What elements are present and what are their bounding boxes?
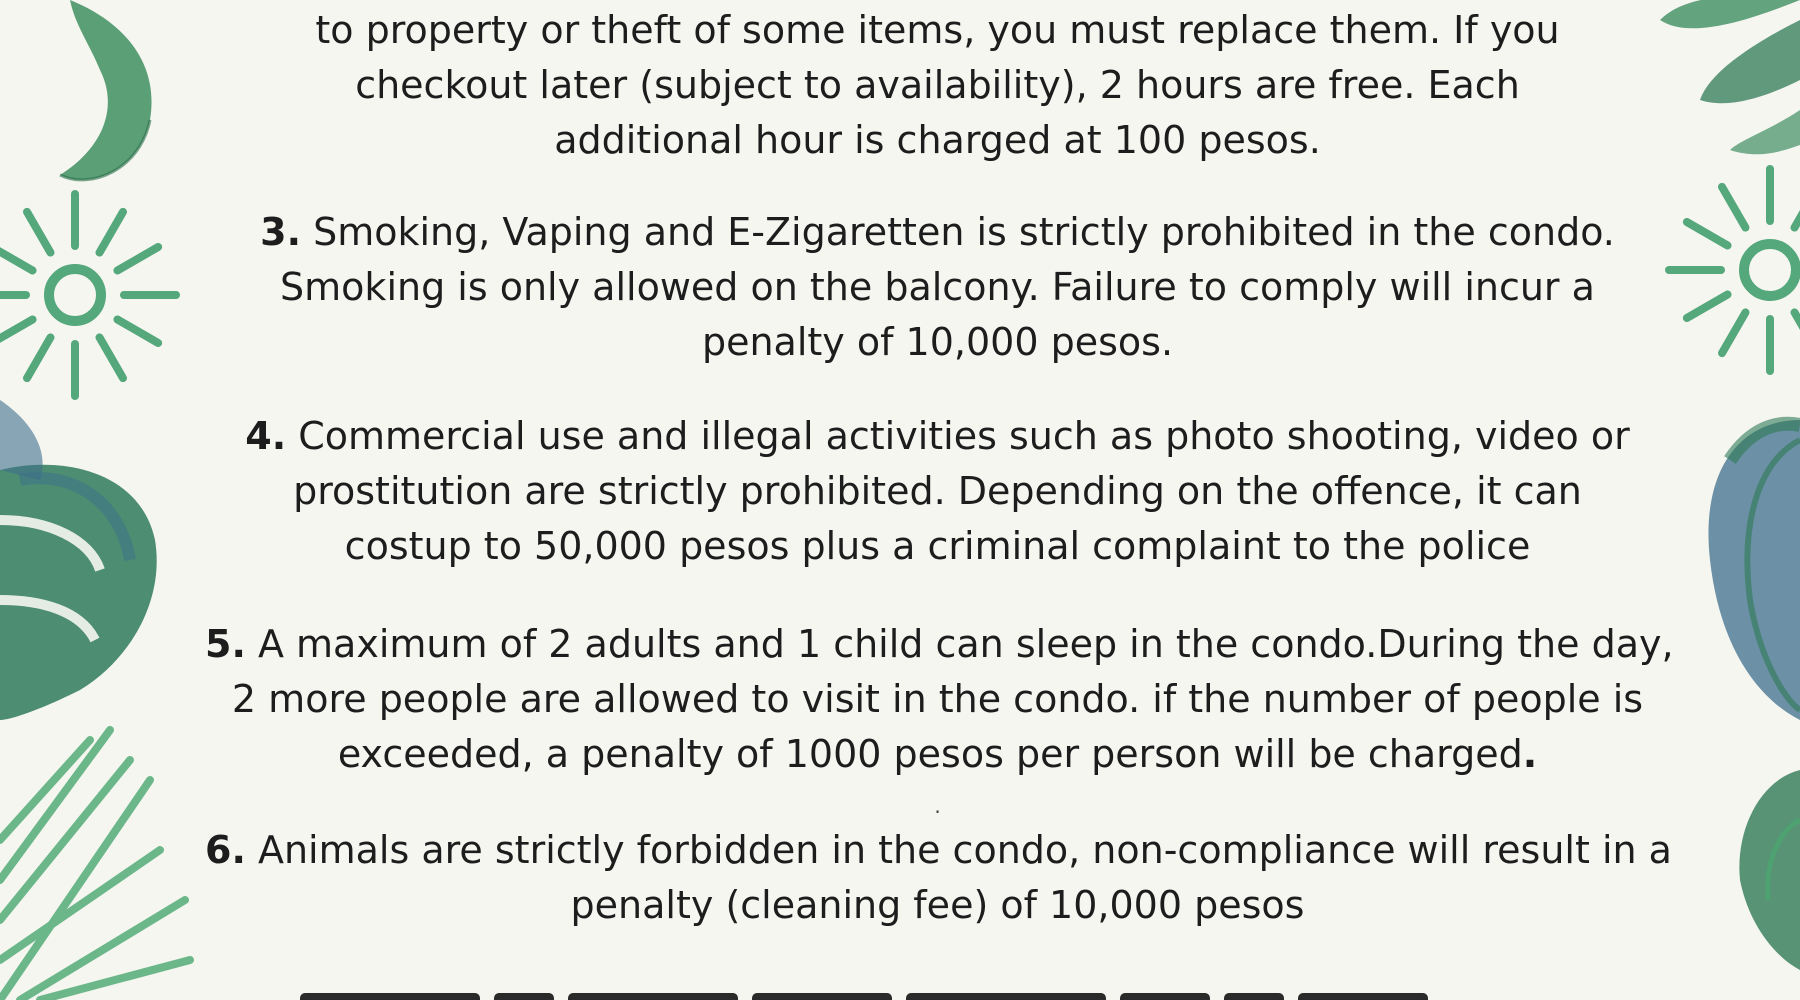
rule-3-number: 3. [260, 210, 302, 254]
rule-5 [205, 617, 1674, 782]
rule-5-text-3: exceeded, a penalty of 1000 pesos per person will be charged [337, 732, 1523, 776]
tropical-leaves-left-icon [0, 0, 200, 1000]
rule-4-line-1 [205, 409, 1670, 464]
rule-6-number: 6. [205, 828, 246, 872]
rule-6-text-1: Animals are strictly forbidden in the condo, non-compliance will result in a [245, 828, 1672, 872]
rule-2-line-3: additional hour is charged at 100 pesos. [554, 118, 1321, 162]
rule-5-line-1 [205, 617, 1674, 672]
rule-4-line-2: prostitution are strictly prohibited. Depending on the offence, it can [293, 469, 1582, 513]
rule-5-number: 5. [205, 622, 246, 666]
rule-3-line-3: penalty of 10,000 pesos. [701, 320, 1174, 364]
rule-6 [205, 823, 1670, 933]
rule-6-line-1 [205, 823, 1670, 878]
rule-2-tail [205, 3, 1670, 168]
rule-4-number: 4. [245, 414, 287, 458]
rule-3-text-1: Smoking, Vaping and E-Zigaretten is strictly prohibited in the condo. [301, 210, 1615, 254]
cut-off-text-line [300, 988, 1540, 1000]
rule-2-line-1: to property or theft of some items, you must replace them. If you [315, 8, 1560, 52]
separator-dot: . [934, 794, 941, 818]
rule-5-line-2: 2 more people are allowed to visit in the condo. if the number of people is [231, 677, 1644, 721]
rule-5-trailing-period: . [1522, 732, 1538, 776]
rule-4-text-1: Commercial use and illegal activities such as photo shooting, video or [286, 414, 1630, 458]
rule-4 [205, 409, 1670, 574]
rule-6-line-2: penalty (cleaning fee) of 10,000 pesos [570, 883, 1305, 927]
rule-2-line-2: checkout later (subject to availability), 2 hours are free. Each [355, 63, 1520, 107]
rule-5-text-1: A maximum of 2 adults and 1 child can sleep in the condo.During the day, [245, 622, 1674, 666]
rule-3 [205, 205, 1670, 370]
rule-4-line-3: costup to 50,000 pesos plus a criminal complaint to the police [344, 524, 1531, 568]
rule-3-line-1 [205, 205, 1670, 260]
rule-3-line-2: Smoking is only allowed on the balcony. Failure to comply will incur a [280, 265, 1595, 309]
rule-5-line-3 [205, 727, 1670, 782]
